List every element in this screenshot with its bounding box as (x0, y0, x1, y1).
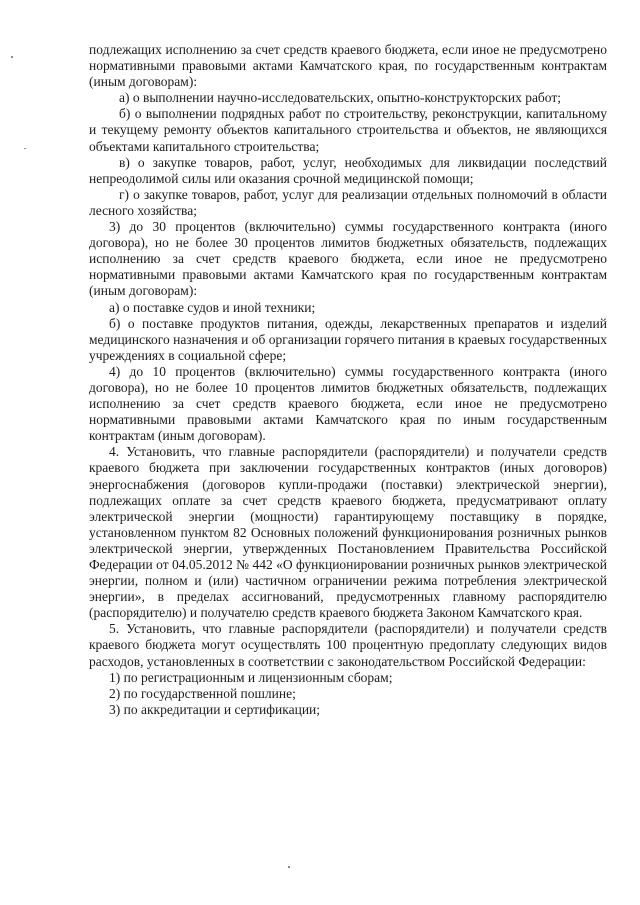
paragraph: а) о поставке судов и иной техники; (109, 299, 316, 315)
scan-speck (288, 866, 290, 868)
document-body (89, 42, 607, 718)
paragraph: 4) до 10 процентов (включительно) суммы государственного контракта (иного договора), но не более 10 процентов лимитов бюджетных обязательств, подлежащих исполнению за счет средств краевого бюджета, если иное не предусмотрено нормативными правовыми актами Камчатского края по иным государственным контрактам (иным договорам). (89, 363, 607, 444)
paragraph: в) о закупке товаров, работ, услуг, необходимых для ликвидации последствий непреодолимой силы или оказания срочной медицинской помощи; (89, 154, 607, 186)
paragraph: 3) до 30 процентов (включительно) суммы государственного контракта (иного договора), но не более 30 процентов лимитов бюджетных обязательств, подлежащих исполнению за счет средств краевого бюджета, если иное не предусмотрено нормативными правовыми актами Камчатского края по государственным контрактам (иным договорам): (89, 219, 607, 299)
paragraph: 5. Установить, что главные распорядители (распорядители) и получатели средств краевого бюджета могут осуществлять 100 процентную предоплату следующих видов расходов, установленных в соответствии с законодательством Российской Федерации: (89, 621, 607, 669)
scan-speck (24, 148, 26, 149)
paragraph: 2) по государственной пошлине; (109, 685, 296, 701)
scan-speck (11, 56, 13, 58)
paragraph: 3) по аккредитации и сертификации; (109, 701, 321, 717)
paragraph: б) о выполнении подрядных работ по строительству, реконструкции, капитальному и текущему ремонту объектов капитального строительства и объектов, не являющихся объектами капитального строительства; (89, 106, 607, 154)
paragraph: подлежащих исполнению за счет средств краевого бюджета, если иное не предусмотрено нормативными правовыми актами Камчатского края, по государственным контрактам (иным договорам): (89, 42, 607, 90)
paragraph: б) о поставке продуктов питания, одежды, лекарственных препаратов и изделий медицинского назначения и об организации горячего питания в краевых государственных учреждениях в социальной сфере; (89, 315, 607, 363)
paragraph: 1) по регистрационным и лицензионным сборам; (109, 669, 393, 685)
paragraph: 4. Установить, что главные распорядители (распорядители) и получатели средств краевого бюджета при заключении государственных контрактов (иных договоров) энергоснабжения (договоров купли-продажи (поставки) электрической энергии), подлежащих оплате за счет средств краевого бюджета, предусматривают оплату электрической энергии (мощности) гарантирующему поставщику в порядке, установленном пунктом 82 Основных положений функционирования розничных рынков электрической энергии, утвержденных Постановлением Правительства Российской Федерации от 04.05.2012 № 442 «О функционировании розничных рынков электрической энергии, полном и (или) частичном ограничении режима потребления электрической энергии», в пределах ассигнований, предусмотренных главному распорядителю (распорядителю) и получателю средств краевого бюджета Законом Камчатского края. (89, 444, 607, 621)
paragraph: г) о закупке товаров, работ, услуг для реализации отдельных полномочий в области лесного хозяйства; (89, 186, 607, 218)
paragraph: а) о выполнении научно-исследовательских, опытно-конструкторских работ; (119, 90, 562, 106)
